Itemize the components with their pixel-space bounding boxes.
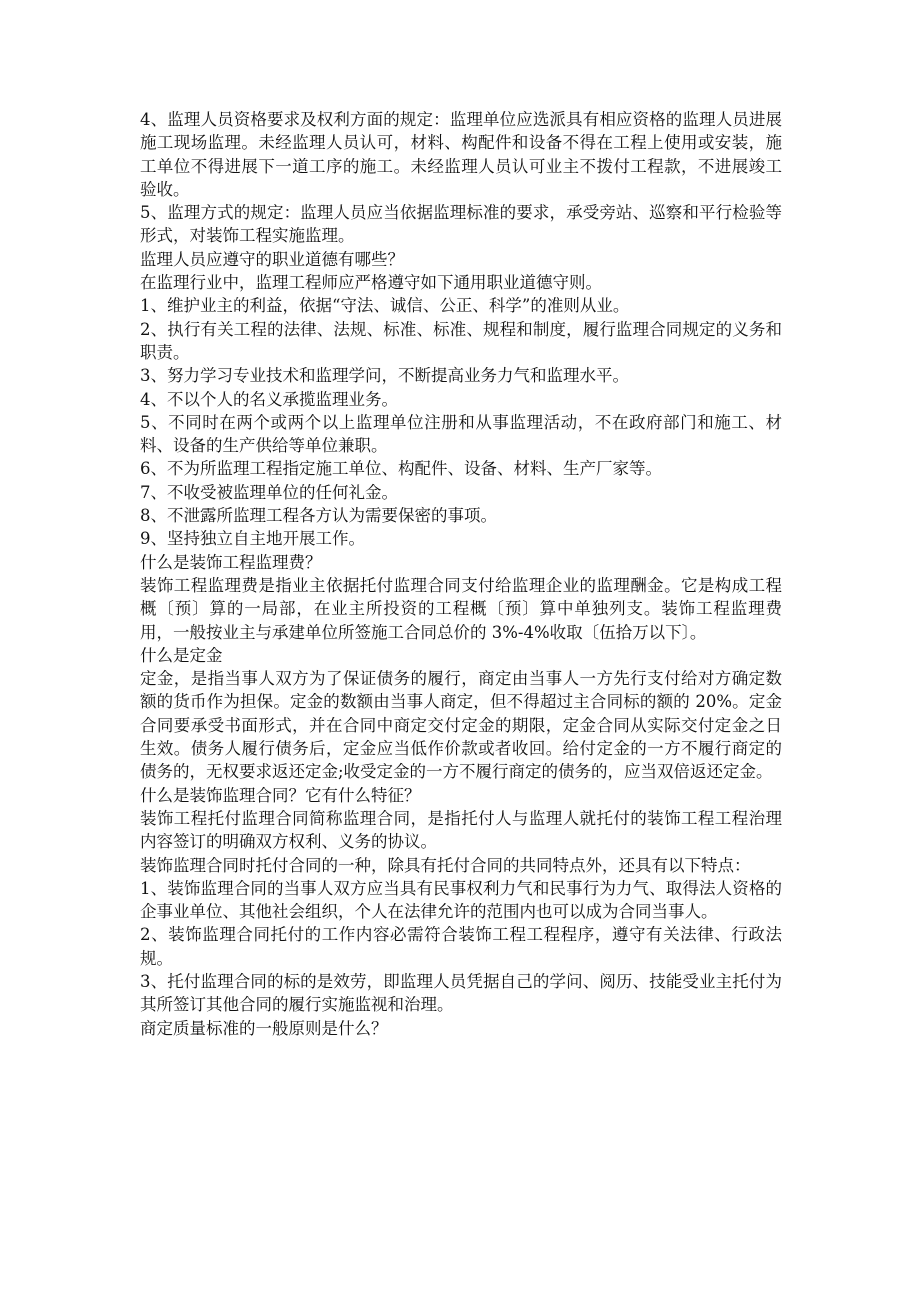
list-item: 1、维护业主的利益，依据“守法、诚信、公正、科学”的准则从业。 xyxy=(140,296,630,316)
paragraph: 4、监理人员资格要求及权利方面的规定：监理单位应选派具有相应资格的监理人员进展施工现场监理。未经监理人员认可，材料、构配件和设备不得在工程上使用或安装，施工单位不得进展下一道工序的施工。未经监理人员认可业主不拨付工程款，不进展竣工验收。 xyxy=(140,110,782,199)
list-item: 1、装饰监理合同的当事人双方应当具有民事权利力气和民事行为力气、取得法人资格的企事业单位、其他社会组织，个人在法律允许的范围内也可以成为合同当事人。 xyxy=(140,878,782,922)
list-item: 2、装饰监理合同托付的工作内容必需符合装饰工程工程程序，遵守有关法律、行政法规。 xyxy=(140,925,782,968)
list-item: 3、托付监理合同的标的是效劳，即监理人员凭据自己的学问、阅历、技能受业主托付为其所签订其他合同的履行实施监视和治理。 xyxy=(140,971,782,1015)
list-item: 2、执行有关工程的法律、法规、标准、标准、规程和制度，履行监理合同规定的义务和职责。 xyxy=(140,319,782,362)
paragraph: 装饰工程监理费是指业主依据托付监理合同支付给监理企业的监理酬金。它是构成工程概〔预〕算的一局部，在业主所投资的工程概〔预〕算中单独列支。装饰工程监理费用，一般按业主与承建单位所签施工合同总价的 3%-4%收取〔伍拾万以下〕。 xyxy=(140,575,782,642)
paragraph: 装饰工程托付监理合同简称监理合同，是指托付人与监理人就托付的装饰工程工程治理内容签订的明确双方权利、义务的协议。 xyxy=(140,808,782,852)
heading-question: 什么是装饰工程监理费？ xyxy=(140,552,322,572)
heading-question: 商定质量标准的一般原则是什么？ xyxy=(140,1018,388,1038)
heading-question: 什么是装饰监理合同？它有什么特征？ xyxy=(140,785,421,805)
heading-question: 什么是定金 xyxy=(140,645,223,665)
list-item: 6、不为所监理工程指定施工单位、构配件、设备、材料、生产厂家等。 xyxy=(140,459,662,479)
list-item: 3、努力学习专业技术和监理学问，不断提高业务力气和监理水平。 xyxy=(140,366,629,386)
paragraph: 在监理行业中，监理工程师应严格遵守如下通用职业道德守则。 xyxy=(140,273,602,293)
paragraph: 装饰监理合同时托付合同的一种，除具有托付合同的共同特点外，还具有以下特点： xyxy=(140,855,751,875)
list-item: 8、不泄露所监理工程各方认为需要保密的事项。 xyxy=(140,506,497,526)
paragraph: 定金，是指当事人双方为了保证债务的履行，商定由当事人一方先行支付给对方确定数额的货币作为担保。定金的数额由当事人商定，但不得超过主合同标的额的 20%。定金合同要承受书面形式，并在合同中商定交付定金的期限，定金合同从实际交付定金之日生效。债务人履行债务后，定金应当低作价款或者收回。给付定金的一方不履行商定的债务的，无权要求返还定金;收受定金的一方不履行商定的债务的，应当双倍返还定金。 xyxy=(140,669,782,782)
document-page xyxy=(140,108,782,1040)
paragraph: 5、监理方式的规定：监理人员应当依据监理标准的要求，承受旁站、巡察和平行检验等形式，对装饰工程实施监理。 xyxy=(140,203,782,246)
heading-question: 监理人员应遵守的职业道德有哪些？ xyxy=(140,249,404,269)
list-item: 4、不以个人的名义承揽监理业务。 xyxy=(140,389,398,409)
list-item: 5、不同时在两个或两个以上监理单位注册和从事监理活动，不在政府部门和施工、材料、设备的生产供给等单位兼职。 xyxy=(140,412,782,456)
list-item: 7、不收受被监理单位的任何礼金。 xyxy=(140,482,398,502)
list-item: 9、坚持独立自主地开展工作。 xyxy=(140,529,365,549)
